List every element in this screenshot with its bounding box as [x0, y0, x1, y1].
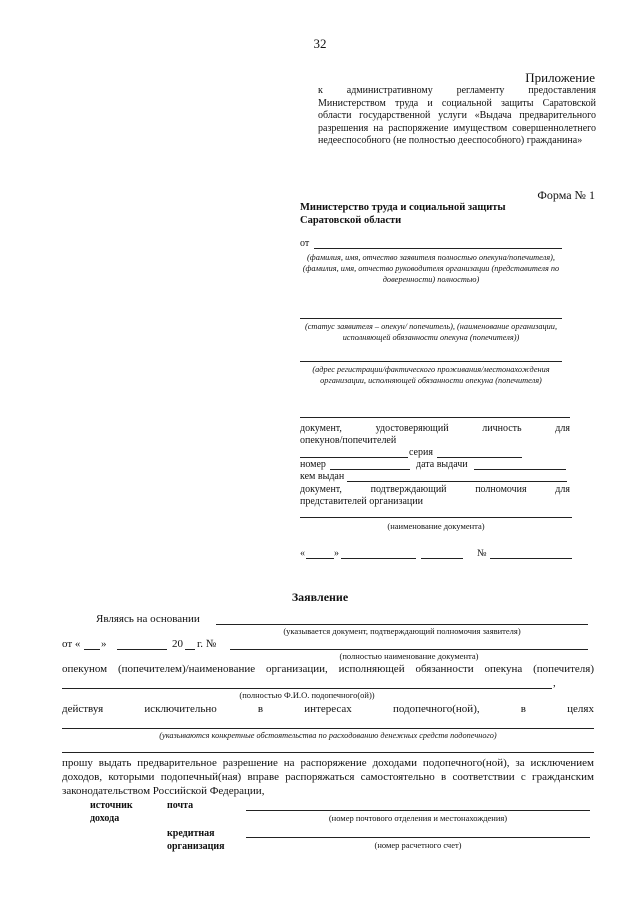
doc-authority-word: для	[555, 484, 570, 495]
caption-full-doc: (полностью наименование документа)	[339, 651, 479, 661]
number-sign: №	[477, 548, 487, 559]
issued-by-label: кем выдан	[300, 471, 345, 482]
acting-word: интересах	[304, 703, 352, 715]
doc-authority-word: полномочия	[475, 484, 527, 495]
guardian-line: опекуном (попечителем)/наименование организации, исполняющей обязанности опекуна (попечителя)	[62, 663, 594, 675]
body-doc-number-field[interactable]	[230, 649, 588, 650]
body-day-field[interactable]	[84, 649, 100, 650]
month-field[interactable]	[341, 558, 416, 559]
caption-doc-name: (наименование документа)	[387, 521, 485, 531]
from-prefix: от «	[62, 638, 81, 650]
mail-label: почта	[167, 800, 194, 811]
acting-word: действуя	[62, 703, 104, 715]
acting-word: подопечного(ной),	[392, 703, 480, 715]
caption-ward: (полностью Ф.И.О. подопечного(ой))	[239, 690, 375, 700]
from-label: от	[300, 238, 310, 249]
address-field[interactable]	[300, 361, 562, 362]
doc-authority-word: документ,	[300, 484, 342, 495]
caption-mail: (номер почтового отделения и местонахождения)	[328, 813, 508, 823]
doc-identity-word: удостоверяющий	[375, 423, 449, 434]
caption-status: (статус заявителя – опекун/ попечитель), (наименование организации, исполняющей обязанности опекуна (попечителя))	[304, 322, 558, 342]
ward-name-field[interactable]	[62, 688, 552, 689]
doc-authority-line1	[300, 484, 570, 496]
caption-basis: (указывается документ, подтверждающий полномочия заявителя)	[283, 626, 521, 636]
document-name-field[interactable]	[300, 517, 572, 518]
basis-label: Являясь на основании	[96, 613, 200, 625]
from-mid: »	[101, 638, 107, 650]
from-year-suffix: г. №	[197, 638, 217, 650]
series-field[interactable]	[437, 457, 522, 458]
from-year: 20	[172, 638, 183, 650]
ministry-name: Министерство труда и социальной защиты Саратовской области	[300, 202, 506, 226]
applicant-name-field[interactable]	[314, 248, 562, 249]
number-field[interactable]	[330, 469, 410, 470]
mail-field[interactable]	[246, 810, 590, 811]
caption-account: (номер расчетного счет)	[374, 840, 462, 850]
acting-word: в	[520, 703, 526, 715]
doc-identity-word: личность	[482, 423, 522, 434]
applicant-status-field[interactable]	[300, 318, 562, 319]
issue-date-field[interactable]	[474, 469, 566, 470]
acting-word: в	[257, 703, 264, 715]
acting-line	[62, 702, 594, 716]
purpose-field[interactable]	[62, 728, 594, 729]
ward-comma: ,	[553, 677, 556, 689]
body-year-field[interactable]	[185, 649, 195, 650]
caption-applicant: (фамилия, имя, отчество заявителя полностью опекуна/попечителя), (фамилия, имя, отчество руководителя организации (представителя по доверенности) полностью)	[302, 253, 560, 284]
series-label: серия	[409, 447, 433, 458]
credit-label-2: организация	[167, 841, 225, 852]
form-number: Форма № 1	[537, 188, 595, 202]
doc-authority-word: подтверждающий	[370, 484, 447, 495]
page-number: 32	[313, 36, 327, 51]
doc-authority-line2: представителей организации	[300, 496, 423, 507]
extra-field[interactable]	[300, 417, 570, 418]
credit-label: кредитная	[167, 828, 215, 839]
day-field[interactable]	[306, 558, 334, 559]
doc-identity-word: документ,	[300, 423, 342, 434]
body-month-field[interactable]	[117, 649, 167, 650]
source-label: источник	[90, 800, 133, 811]
doc-number-field[interactable]	[490, 558, 572, 559]
number-label: номер	[300, 459, 326, 470]
issued-by-field[interactable]	[347, 481, 567, 482]
series-prefix-field[interactable]	[300, 457, 408, 458]
quote-open: «	[300, 548, 305, 559]
basis-field[interactable]	[216, 624, 588, 625]
doc-identity-line1	[300, 423, 570, 435]
account-field[interactable]	[246, 837, 590, 838]
purpose-field-2[interactable]	[62, 752, 594, 753]
issue-date-label: дата выдачи	[416, 459, 468, 470]
appendix-text: к административному регламенту предоставления Министерством труда и социальной защиты Саратовской области государственной услуги «Выдача предварительного разрешения на распоряжение имуществом совершеннолетнего недееспособного (не полностью дееспособного) гражданина»	[318, 85, 596, 146]
year-field[interactable]	[421, 558, 463, 559]
quote-close: »	[334, 548, 339, 559]
caption-circumstances: (указываются конкретные обстоятельства по расходованию денежных средств подопечного)	[159, 731, 497, 740]
doc-identity-line2: опекунов/попечителей	[300, 435, 397, 446]
request-text: прошу выдать предварительное разрешение на распоряжение доходами подопечного(ной), за исключением доходов, которыми подопечный(ная) вправе распоряжаться самостоятельно в соответствии с гражданским законодательством Российской Федерации,	[62, 757, 594, 797]
doc-identity-word: для	[555, 423, 570, 434]
acting-word: исключительно	[144, 703, 217, 715]
acting-word: целях	[567, 703, 594, 715]
statement-heading: Заявление	[291, 590, 349, 604]
caption-address: (адрес регистрации/фактического проживания/местонахождения организации, исполняющей обязанности опекуна (попечителя)	[312, 365, 550, 385]
source-label-2: дохода	[90, 813, 120, 824]
appendix-title: Приложение	[525, 70, 595, 85]
